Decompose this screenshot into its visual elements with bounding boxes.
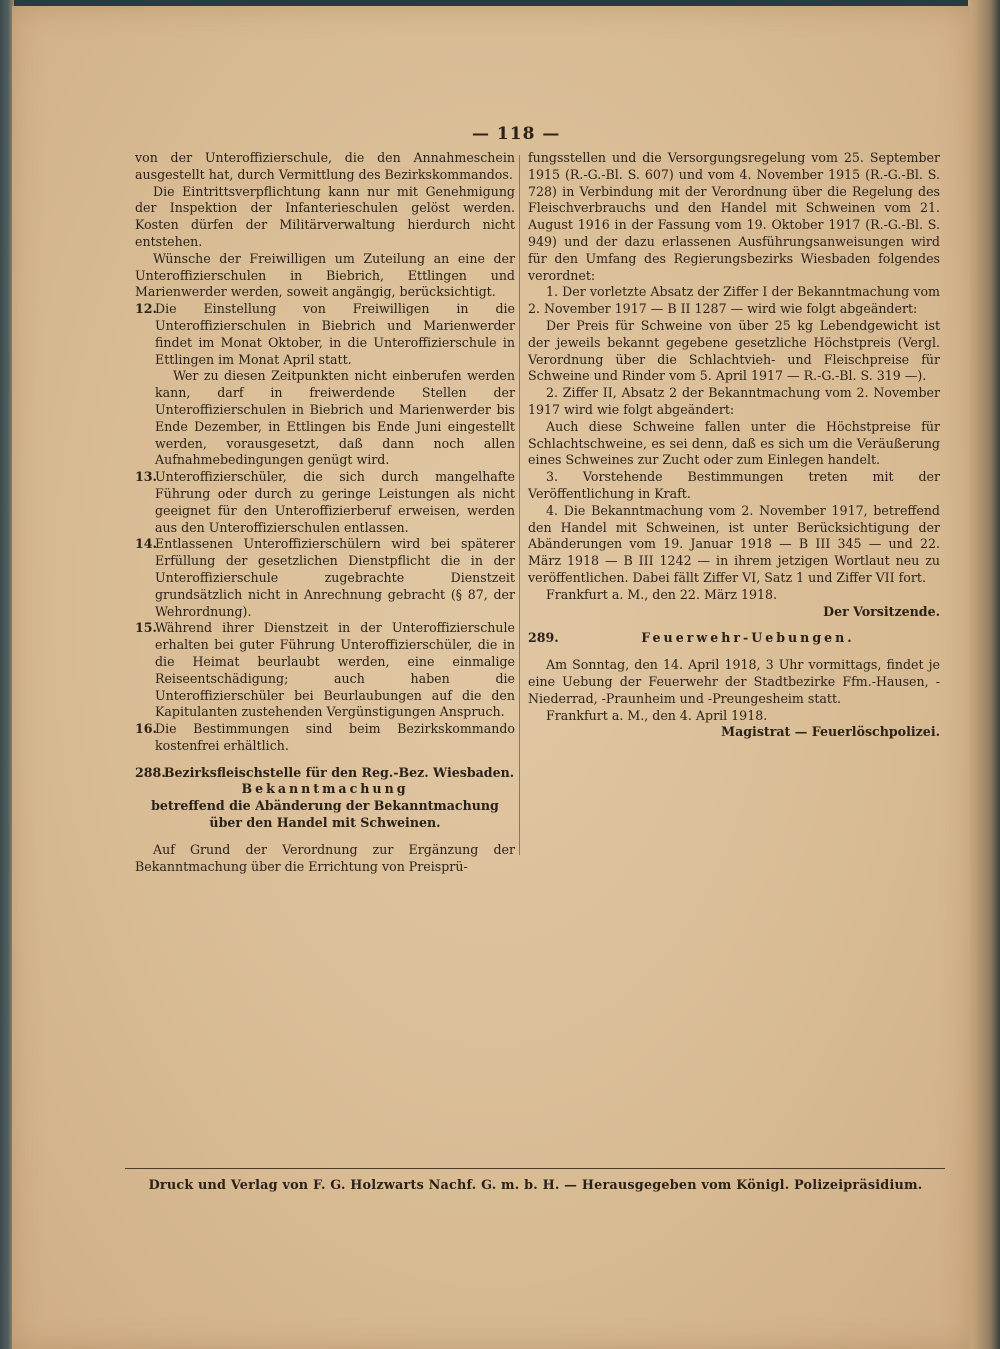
notice-number: 288.	[135, 764, 166, 780]
clause-2-quote: Auch diese Schweine fallen unter die Höchstpreise für Schlachtschweine, es sei denn, daß es sich um die Veräußerung eines Schweines zur Zucht oder zum Einlegen handelt.	[528, 418, 940, 468]
clause-1-quote: Der Preis für Schweine von über 25 kg Lebendgewicht ist der jeweils bekannt gegebene gesetzliche Höchstpreis (Vergl. Verordnung über die Schlachtvieh- und Fleischpreise für Schweine und Rinder vom 5. April 1917 — R.-G.-Bl. S. 319 —).	[528, 317, 940, 384]
notice-body-start: Auf Grund der Verordnung zur Ergänzung der Bekanntmachung über die Errichtung von Preisprü-	[135, 841, 515, 874]
notice-title: Bezirksfleischstelle für den Reg.-Bez. Wiesbaden.	[163, 764, 515, 780]
notice-289-body: Am Sonntag, den 14. April 1918, 3 Uhr vormittags, findet je eine Uebung der Feuerwehr der Stadtbezirke Ffm.-Hausen, -Niederrad, -Praunheim und -Preungesheim statt.	[528, 657, 940, 706]
signature-1: Der Vorsitzende.	[823, 603, 940, 619]
footer-rule	[125, 1168, 945, 1169]
numbered-item-15	[135, 620, 515, 721]
left-opening-paragraph: von der Unteroffizierschule, die den Annahmeschein ausgestellt hat, durch Vermittlung des Bezirkskommandos.	[135, 150, 515, 182]
notice-288-header	[135, 765, 515, 782]
clause-3: 3. Vorstehende Bestimmungen treten mit der Veröffentlichung in Kraft.	[528, 469, 940, 501]
item-text: Während ihrer Dienstzeit in der Unteroffizierschule erhalten bei guter Führung Unteroffizierschüler, die in die Heimat beurlaubt werden, eine einmalige Reiseentschädigung; auch haben die Unteroffizierschüler bei Beurlaubungen auf die den Kapitulanten zustehenden Vergünstigungen Anspruch.	[155, 620, 515, 720]
numbered-item-16	[135, 721, 515, 755]
item-text: Unteroffizierschüler, die sich durch mangelhafte Führung oder durch zu geringe Leistungen als nicht geeignet für den Unteroffizierberuf erweisen, werden aus den Unteroffizierschulen entlassen.	[155, 469, 515, 535]
page-number: — 118 —	[472, 124, 561, 144]
item-extra-text: Wer zu diesen Zeitpunkten nicht einberufen werden kann, darf in freiwerdende Stellen der Unteroffizierschulen in Biebrich und Marienwerder bis Ende Dezember, in Ettlingen bis Ende Juni eingestellt werden, vorausgesetzt, daß dann noch allen Aufnahmebedingungen genügt wird.	[155, 368, 515, 468]
notice-289-header	[528, 630, 940, 647]
numbered-item-12	[135, 301, 515, 469]
item-number: 12.	[135, 301, 157, 317]
notice-title: Feuerwehr-Uebungen.	[641, 630, 855, 646]
clause-1: 1. Der vorletzte Absatz der Ziffer I der Bekanntmachung vom 2. November 1917 — B II 1287 — wird wie folgt abgeändert:	[528, 284, 940, 317]
left-paragraph-2: Wünsche der Freiwilligen um Zuteilung an eine der Unteroffizierschulen in Biebrich, Ettlingen und Marienwerder werden, soweit angängig, berücksichtigt.	[135, 250, 515, 300]
numbered-item-14	[135, 536, 515, 620]
place-date-2: Frankfurt a. M., den 4. April 1918.	[546, 707, 768, 723]
item-number: 15.	[135, 620, 157, 636]
item-text: Die Einstellung von Freiwilligen in die Unteroffizierschulen in Biebrich und Marienwerder findet im Monat Oktober, in die Unteroffizierschule in Ettlingen im Monat April statt.	[155, 301, 515, 367]
place-date-1: Frankfurt a. M., den 22. März 1918.	[546, 586, 778, 602]
item-number: 16.	[135, 721, 157, 737]
left-paragraph-1: Die Eintrittsverpflichtung kann nur mit Genehmigung der Inspektion der Infanterieschulen gelöst werden. Kosten dürfen der Militärverwaltung hierdurch nicht entstehen.	[135, 183, 515, 249]
clause-2: 2. Ziffer II, Absatz 2 der Bekanntmachung vom 2. November 1917 wird wie folgt abgeändert:	[528, 385, 940, 417]
clause-4: 4. Die Bekanntmachung vom 2. November 1917, betreffend den Handel mit Schweinen, ist unter Berücksichtigung der Abänderungen vom 19. Januar 1918 — B III 345 — und 22. März 1918 — B III 1242 — in ihrem jetzigen Wortlaut neu zu veröffentlichen. Dabei fällt Ziffer VI, Satz 1 und Ziffer VII fort.	[528, 502, 940, 585]
notice-heading: Bekanntmachung	[241, 781, 409, 797]
item-text: Entlassenen Unteroffizierschülern wird bei späterer Erfüllung der gesetzlichen Dienstpflicht die in der Unteroffizierschule zugebrachte Dienstzeit grundsätzlich nicht in Anrechnung gebracht (§ 87, der Wehrordnung).	[155, 536, 515, 619]
imprint-footer: Druck und Verlag von F. G. Holzwarts Nachf. G. m. b. H. — Herausgegeben vom Königl. Polizeipräsidium.	[148, 1178, 923, 1193]
item-number: 14.	[135, 536, 157, 552]
notice-subheading: betreffend die Abänderung der Bekanntmachung über den Handel mit Schweinen.	[151, 798, 499, 831]
numbered-item-13	[135, 469, 515, 536]
column-divider	[519, 155, 520, 855]
signature-2: Magistrat — Feuerlöschpolizei.	[721, 724, 940, 740]
right-column	[528, 150, 940, 741]
item-number: 13.	[135, 469, 157, 485]
notice-number: 289.	[528, 630, 559, 646]
left-column	[135, 150, 515, 875]
item-text: Die Bestimmungen sind beim Bezirkskommando kostenfrei erhältlich.	[155, 721, 515, 753]
book-page-edge	[968, 0, 1000, 1349]
right-continuation-paragraph: fungsstellen und die Versorgungsregelung vom 25. September 1915 (R.-G.-Bl. S. 607) und vom 4. November 1915 (R.-G.-Bl. S. 728) in Verbindung mit der Verordnung über die Regelung des Fleischverbrauchs und den Handel mit Schweinen vom 21. August 1916 in der Fassung vom 19. Oktober 1917 (R.-G.-Bl. S. 949) und der dazu erlassenen Ausführungsanweisungen wird für den Umfang des Regierungsbezirks Wiesbaden folgendes verordnet:	[528, 150, 940, 283]
